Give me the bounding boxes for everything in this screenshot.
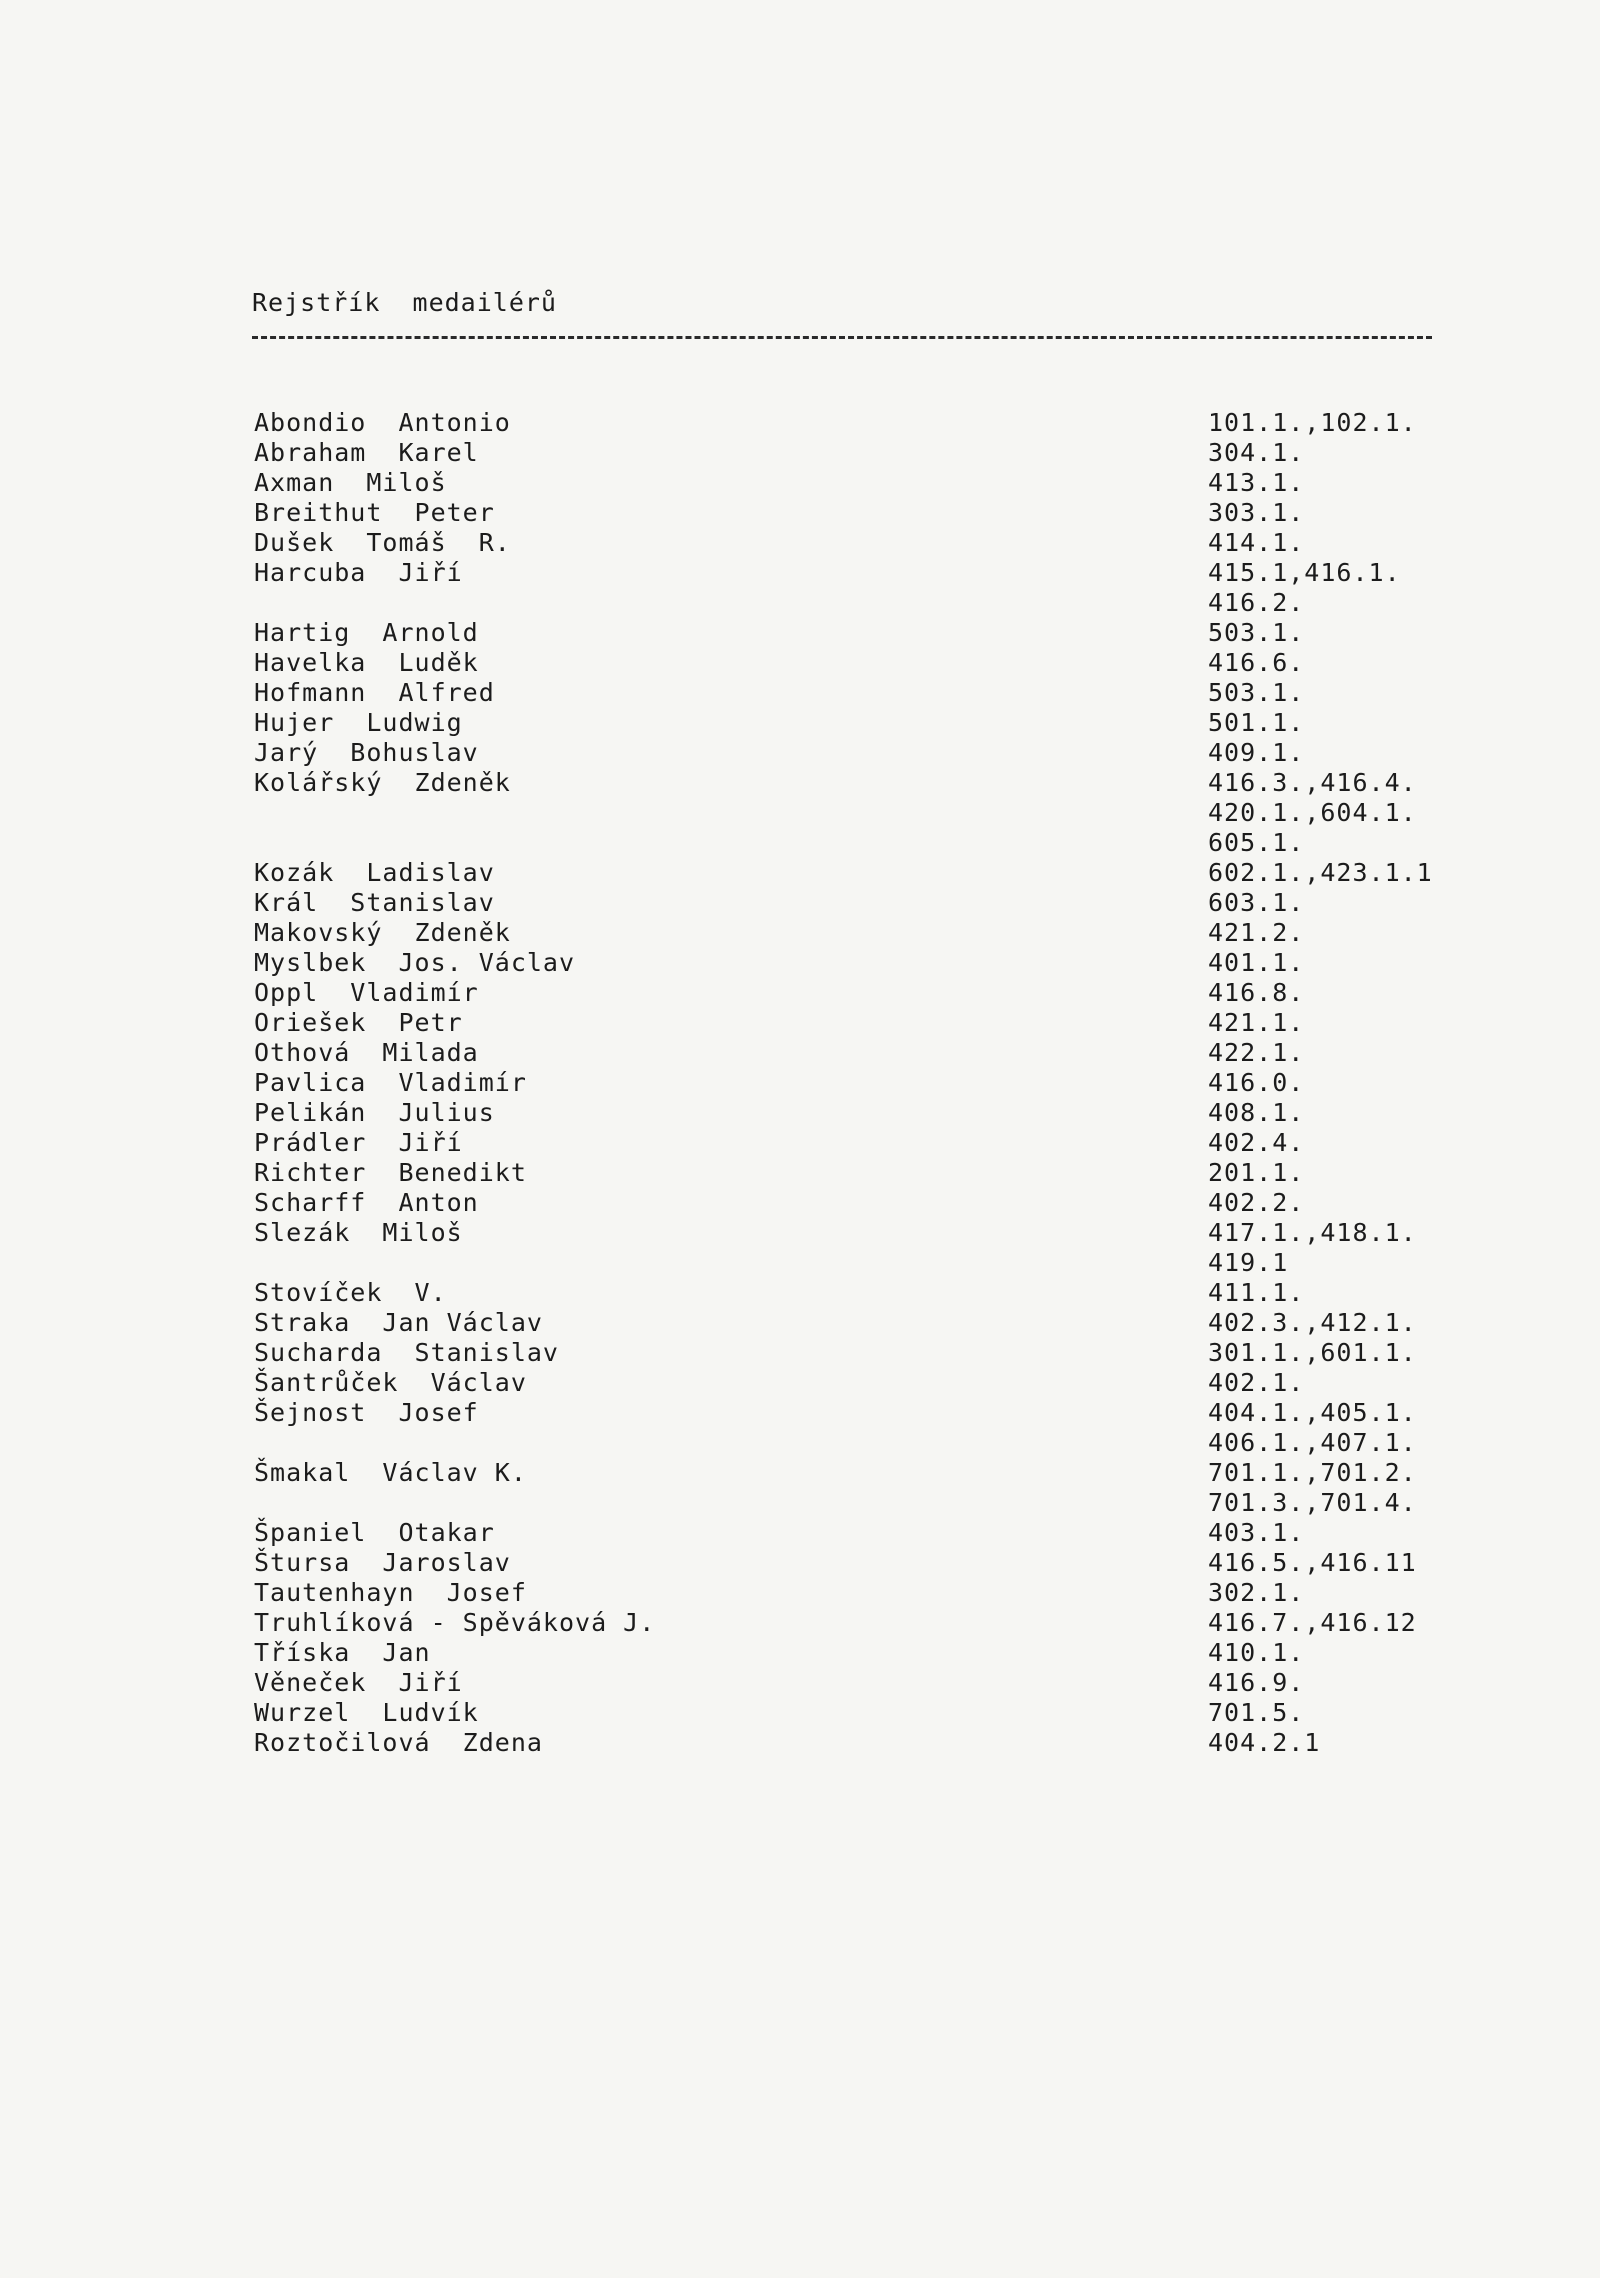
medalist-name: Wurzel Ludvík bbox=[254, 1698, 479, 1727]
index-entry bbox=[252, 648, 1452, 678]
medalist-name: Hofmann Alfred bbox=[254, 678, 495, 707]
index-entry bbox=[252, 1308, 1452, 1338]
catalog-reference: 416.8. bbox=[1208, 978, 1305, 1007]
medalist-name: Věneček Jiří bbox=[254, 1668, 463, 1697]
medalist-name: Straka Jan Václav bbox=[254, 1308, 543, 1337]
medalist-name: Myslbek Jos. Václav bbox=[254, 948, 576, 977]
index-entry bbox=[252, 1518, 1452, 1548]
index-entry bbox=[252, 1338, 1452, 1368]
catalog-reference: 408.1. bbox=[1208, 1098, 1305, 1127]
medalist-name: Hujer Ludwig bbox=[254, 708, 463, 737]
index-entry bbox=[252, 1548, 1452, 1578]
index-entry bbox=[252, 1038, 1452, 1068]
index-entry bbox=[252, 1128, 1452, 1158]
index-entry bbox=[252, 1728, 1452, 1758]
index-entry bbox=[252, 1008, 1452, 1038]
index-entry bbox=[252, 1458, 1452, 1488]
index-entry bbox=[252, 1158, 1452, 1188]
catalog-reference: 419.1 bbox=[1208, 1248, 1289, 1277]
medalist-name: Pavlica Vladimír bbox=[254, 1068, 527, 1097]
catalog-reference: 402.3.,412.1. bbox=[1208, 1308, 1417, 1337]
index-entry bbox=[252, 468, 1452, 498]
medalist-name: Tautenhayn Josef bbox=[254, 1578, 527, 1607]
catalog-reference: 413.1. bbox=[1208, 468, 1305, 497]
catalog-reference: 406.1.,407.1. bbox=[1208, 1428, 1417, 1457]
catalog-reference: 605.1. bbox=[1208, 828, 1305, 857]
catalog-reference: 404.1.,405.1. bbox=[1208, 1398, 1417, 1427]
index-entry bbox=[252, 1368, 1452, 1398]
medalist-name: Scharff Anton bbox=[254, 1188, 479, 1217]
catalog-reference: 411.1. bbox=[1208, 1278, 1305, 1307]
medalist-name: Othová Milada bbox=[254, 1038, 479, 1067]
index-entry bbox=[252, 498, 1452, 528]
medalist-name: Makovský Zdeněk bbox=[254, 918, 511, 947]
catalog-reference: 416.7.,416.12 bbox=[1208, 1608, 1417, 1637]
medalist-name: Španiel Otakar bbox=[254, 1518, 495, 1547]
medalist-name: Stovíček V. bbox=[254, 1278, 447, 1307]
index-entry-continuation bbox=[252, 828, 1452, 858]
catalog-reference: 603.1. bbox=[1208, 888, 1305, 917]
index-entry bbox=[252, 858, 1452, 888]
catalog-reference: 602.1.,423.1.1 bbox=[1208, 858, 1433, 887]
catalog-reference: 417.1.,418.1. bbox=[1208, 1218, 1417, 1247]
index-entry bbox=[252, 978, 1452, 1008]
medalist-name: Šantrůček Václav bbox=[254, 1368, 527, 1397]
catalog-reference: 402.4. bbox=[1208, 1128, 1305, 1157]
catalog-reference: 701.3.,701.4. bbox=[1208, 1488, 1417, 1517]
catalog-reference: 416.0. bbox=[1208, 1068, 1305, 1097]
index-entry bbox=[252, 1608, 1452, 1638]
index-entry bbox=[252, 888, 1452, 918]
catalog-reference: 304.1. bbox=[1208, 438, 1305, 467]
medalist-name: Breithut Peter bbox=[254, 498, 495, 527]
index-entry bbox=[252, 1578, 1452, 1608]
index-entry-continuation bbox=[252, 798, 1452, 828]
index-entry bbox=[252, 708, 1452, 738]
medalist-name: Kolářský Zdeněk bbox=[254, 768, 511, 797]
index-entry bbox=[252, 768, 1452, 798]
medalist-name: Oriešek Petr bbox=[254, 1008, 463, 1037]
medalist-name: Richter Benedikt bbox=[254, 1158, 527, 1187]
catalog-reference: 303.1. bbox=[1208, 498, 1305, 527]
medalist-name: Sucharda Stanislav bbox=[254, 1338, 559, 1367]
index-entry bbox=[252, 948, 1452, 978]
catalog-reference: 416.2. bbox=[1208, 588, 1305, 617]
dashed-divider bbox=[252, 336, 1432, 339]
catalog-reference: 302.1. bbox=[1208, 1578, 1305, 1607]
index-entry bbox=[252, 1638, 1452, 1668]
medalist-name: Abondio Antonio bbox=[254, 408, 511, 437]
index-entry bbox=[252, 438, 1452, 468]
index-entry bbox=[252, 738, 1452, 768]
catalog-reference: 301.1.,601.1. bbox=[1208, 1338, 1417, 1367]
catalog-reference: 414.1. bbox=[1208, 528, 1305, 557]
catalog-reference: 421.1. bbox=[1208, 1008, 1305, 1037]
catalog-reference: 402.2. bbox=[1208, 1188, 1305, 1217]
catalog-reference: 403.1. bbox=[1208, 1518, 1305, 1547]
index-entry bbox=[252, 1698, 1452, 1728]
medalist-name: Truhlíková - Spěváková J. bbox=[254, 1608, 656, 1637]
index-entry bbox=[252, 1278, 1452, 1308]
catalog-reference: 420.1.,604.1. bbox=[1208, 798, 1417, 827]
index-entry-continuation bbox=[252, 1428, 1452, 1458]
catalog-reference: 410.1. bbox=[1208, 1638, 1305, 1667]
catalog-reference: 421.2. bbox=[1208, 918, 1305, 947]
medalist-name: Jarý Bohuslav bbox=[254, 738, 479, 767]
medalist-name: Šejnost Josef bbox=[254, 1398, 479, 1427]
medalist-name: Pelikán Julius bbox=[254, 1098, 495, 1127]
catalog-reference: 401.1. bbox=[1208, 948, 1305, 977]
catalog-reference: 503.1. bbox=[1208, 618, 1305, 647]
index-entry bbox=[252, 1218, 1452, 1248]
catalog-reference: 404.2.1 bbox=[1208, 1728, 1321, 1757]
catalog-reference: 422.1. bbox=[1208, 1038, 1305, 1067]
medalist-name: Štursa Jaroslav bbox=[254, 1548, 511, 1577]
index-entry bbox=[252, 1668, 1452, 1698]
medalist-name: Šmakal Václav K. bbox=[254, 1458, 527, 1487]
index-entry bbox=[252, 1398, 1452, 1428]
index-entry-continuation bbox=[252, 1248, 1452, 1278]
index-entry bbox=[252, 678, 1452, 708]
catalog-reference: 416.5.,416.11 bbox=[1208, 1548, 1417, 1577]
catalog-reference: 201.1. bbox=[1208, 1158, 1305, 1187]
medalist-name: Prádler Jiří bbox=[254, 1128, 463, 1157]
catalog-reference: 701.1.,701.2. bbox=[1208, 1458, 1417, 1487]
catalog-reference: 402.1. bbox=[1208, 1368, 1305, 1397]
medalist-name: Oppl Vladimír bbox=[254, 978, 479, 1007]
catalog-reference: 416.6. bbox=[1208, 648, 1305, 677]
catalog-reference: 501.1. bbox=[1208, 708, 1305, 737]
medalist-name: Abraham Karel bbox=[254, 438, 479, 467]
medalist-name: Slezák Miloš bbox=[254, 1218, 463, 1247]
medalist-name: Král Stanislav bbox=[254, 888, 495, 917]
catalog-reference: 416.3.,416.4. bbox=[1208, 768, 1417, 797]
catalog-reference: 415.1,416.1. bbox=[1208, 558, 1401, 587]
index-entry bbox=[252, 1098, 1452, 1128]
index-entry bbox=[252, 1068, 1452, 1098]
index-entry bbox=[252, 528, 1452, 558]
index-entry bbox=[252, 1188, 1452, 1218]
index-entry-continuation bbox=[252, 588, 1452, 618]
catalog-reference: 409.1. bbox=[1208, 738, 1305, 767]
medalist-index-list bbox=[252, 408, 1452, 1758]
medalist-name: Dušek Tomáš R. bbox=[254, 528, 511, 557]
catalog-reference: 503.1. bbox=[1208, 678, 1305, 707]
medalist-name: Tříska Jan bbox=[254, 1638, 431, 1667]
catalog-reference: 701.5. bbox=[1208, 1698, 1305, 1727]
medalist-name: Harcuba Jiří bbox=[254, 558, 463, 587]
page-title: Rejstřík medailérů bbox=[252, 288, 557, 317]
medalist-name: Axman Miloš bbox=[254, 468, 447, 497]
medalist-name: Roztočilová Zdena bbox=[254, 1728, 543, 1757]
catalog-reference: 101.1.,102.1. bbox=[1208, 408, 1417, 437]
medalist-name: Kozák Ladislav bbox=[254, 858, 495, 887]
index-entry bbox=[252, 408, 1452, 438]
index-entry-continuation bbox=[252, 1488, 1452, 1518]
catalog-reference: 416.9. bbox=[1208, 1668, 1305, 1697]
medalist-name: Hartig Arnold bbox=[254, 618, 479, 647]
index-entry bbox=[252, 918, 1452, 948]
medalist-name: Havelka Luděk bbox=[254, 648, 479, 677]
index-entry bbox=[252, 558, 1452, 588]
index-entry bbox=[252, 618, 1452, 648]
